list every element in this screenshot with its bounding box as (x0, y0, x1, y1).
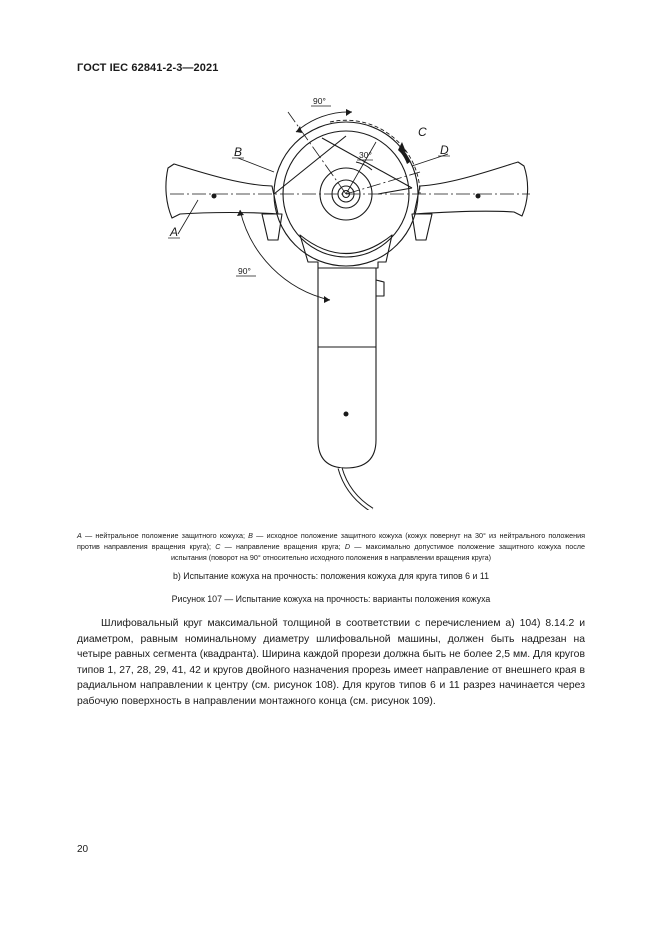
angle-label-top: 90° (313, 96, 326, 106)
right-handle (414, 162, 528, 216)
legend-key-d: D (344, 542, 351, 551)
legend-key-c: C (215, 542, 221, 551)
angle-label-bottom: 90° (238, 266, 251, 276)
right-handle-collar (412, 214, 432, 240)
legend-text-b: — исходное положение защитного кожуха (кожух повернут на 30° из нейтрального положения против направления вращения круга); (77, 531, 585, 551)
legend-text-c: — направление вращения круга; (220, 542, 345, 551)
standard-header: ГОСТ IEC 62841-2-3—2021 (77, 62, 219, 74)
legend-key-a: A (77, 531, 82, 540)
legend-key-b: B (248, 531, 253, 540)
left-handle (166, 164, 278, 218)
switch (376, 280, 384, 296)
label-d: D (440, 143, 449, 157)
body-paragraph: Шлифовальный круг максимальной толщиной в соответствии с перечислением а) 104) 8.14.2 и диаметром, равным номинальному диаметру шлифовальной машины, должен быть надрезан на четыре равных сегмента (квадранта). Ширина каждой прорези должна быть не более 2,5 мм. Для кругов типов 1, 27, 28, 29, 41, 42 и кругов двойного назначения прорезь имеет направление от внешнего края в радиальном направлении к центру (см. рисунок 108). Для кругов типов 6 и 11 разрез начинается через рабочую поверхность в направлении монтажного конца (см. рисунок 109). (77, 618, 585, 707)
figure-subcaption: b) Испытание кожуха на прочность: положения кожуха для круга типов 6 и 11 (173, 571, 489, 581)
angle-label-mid: 30° (359, 150, 372, 160)
figure-legend (77, 530, 585, 563)
label-b: B (234, 145, 243, 159)
power-cable (340, 468, 372, 510)
legend-text-d: — максимально допустимое положение защитного кожуха после испытания (поворот на 90° относительно исходного положения в направлении вращения круга) (170, 542, 585, 562)
angle-arc-bottom (240, 210, 330, 300)
left-handle-collar (262, 214, 282, 240)
label-a: A (170, 225, 179, 239)
gear-head (300, 235, 392, 268)
legend-text-a: — нейтральное положение защитного кожуха; (81, 531, 249, 540)
label-c: C (418, 125, 427, 139)
figure-caption: Рисунок 107 — Испытание кожуха на прочность: варианты положения кожуха (171, 594, 491, 604)
page-number: 20 (77, 844, 89, 855)
grinder-guard-figure (0, 80, 661, 510)
